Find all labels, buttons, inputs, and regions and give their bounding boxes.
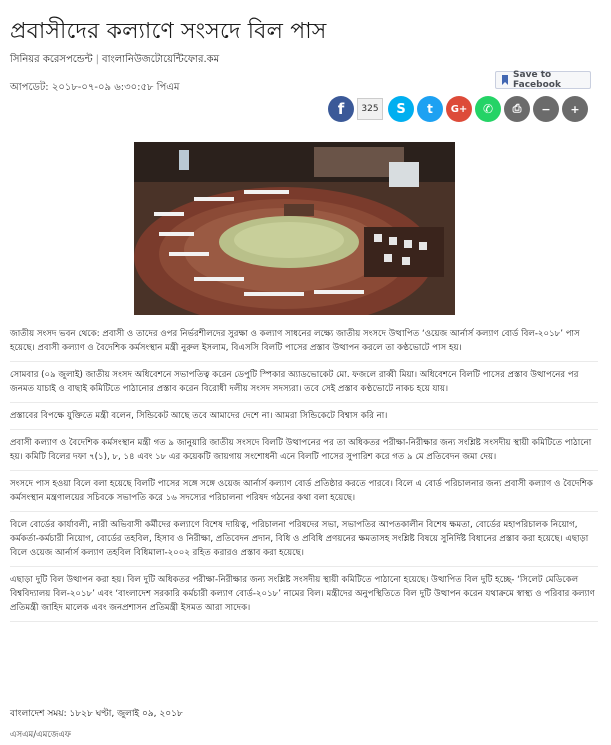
share-toolbar [328,96,588,122]
print-icon[interactable]: ⎙ [504,96,530,122]
article-paragraph: সংসদে পাস হওয়া বিলে বলা হয়েছে বিলটি পাসের সঙ্গে সঙ্গে ওয়েজ আর্নার্স কল্যাণ বোর্ড প্রতিষ্ঠার করতে পারবে। বিলে এ বোর্ড পরিচালনার জন্য প্রবাসী কল্যাণ ও বৈদেশিক কর্মসংস্থান মন্ত্রণালয়ের সচিবকে সভাপতি করে ১৬ সদস্যের পরিচালনা পরিষদ গঠনের কথা বলা হয়েছে। [10,477,598,512]
save-to-facebook-button[interactable] [495,71,591,89]
article-paragraph: সোমবার (০৯ জুলাই) জাতীয় সংসদ অধিবেশনে সভাপতিত্ব করেন ডেপুটি স্পিকার অ্যাডভোকেট মো. ফজলে রাব্বী মিয়া। অধিবেশনে বিলটি পাসের প্রস্তাব উত্থাপনের পর জনমত যাচাই ও বাছাই কমিটিতে পাঠানোর প্রস্তাব করেন বিরোধী দলীয় সংসদ সদস্যরা। তবে সেই প্রস্তাব কণ্ঠভোটে নাকচ হয়ে যায়। [10,368,598,403]
author: সিনিয়র করেসপন্ডেন্ট [10,54,93,65]
editor-initials: এসএম/এমজেএফ [10,730,72,740]
article-body [10,327,598,628]
article-paragraph: জাতীয় সংসদ ভবন থেকে: প্রবাসী ও তাদের ওপর নির্ভরশীলদের সুরক্ষা ও কল্যাণ সাধনের লক্ষ্যে জাতীয় সংসদে উত্থাপিত ‘ওয়েজ আর্নার্স কল্যাণ বোর্ড বিল-২০১৮’ পাস হয়েছে। প্রবাসী কল্যাণ ও বৈদেশিক কর্মসংস্থান মন্ত্রী নুরুল ইসলাম, বিএসসি বিলটি পাসের প্রস্তাব উত্থাপন করলে তা কণ্ঠভোটে পাস হয়। [10,327,598,362]
facebook-share-icon[interactable]: f [328,96,354,122]
dateline: বাংলাদেশ সময়: ১৮২৮ ঘণ্টা, জুলাই ০৯, ২০১৮ [10,709,183,719]
parliament-chamber-illustration [134,142,455,315]
share-count: 325 [357,98,383,120]
article-paragraph: বিলে বোর্ডের কার্যাবলী, নারী অভিবাসী কর্মীদের কল্যাণে বিশেষ দায়িত্ব, পরিচালনা পরিষদের সভা, সভাপতির আপতকালীন বিশেষ ক্ষমতা, বোর্ডের মহাপরিচালক নিয়োগ, কর্মকর্তা-কর্মচারী নিয়োগ, বোর্ডের তহবিল, হিসাব ও নিরীক্ষা, প্রতিবেদন প্রদান, বিধি ও প্রবিধি প্রণয়নের ক্ষমতাসহ সংশ্লিষ্ট বিষয়ে সুনির্দিষ্ট বিধানের প্রস্তাব করা হয়েছে। এছাড়া বিলে ওয়েজ আর্নার্স কল্যাণ তহবিল বিধিমালা-২০০২ রহিত করারও প্রস্তাব করা হয়েছে। [10,518,598,567]
whatsapp-share-icon[interactable]: ✆ [475,96,501,122]
article-headline: প্রবাসীদের কল্যাণে সংসদে বিল পাস [10,19,327,44]
article-paragraph: এছাড়া দুটি বিল উত্থাপন করা হয়। বিল দুটি অধিকতর পরীক্ষা-নিরীক্ষার জন্য সংশ্লিষ্ট সংসদীয় স্থায়ী কমিটিতে পাঠানো হয়েছে। উত্থাপিত বিল দুটি হচ্ছে- ‘সিলেট মেডিকেল বিশ্ববিদ্যালয় বিল-২০১৮’ এবং ‘বাংলাদেশ সরকারি কর্মচারী কল্যাণ বোর্ড-২০১৮’ নামের বিল। মন্ত্রীদের অনুপস্থিতিতে বিল দুটি উত্থাপন করেন যথাক্রমে স্বাস্থ্য ও পরিবার কল্যাণ প্রতিমন্ত্রী জাহিদ মালেক এবং জনপ্রশাসন প্রতিমন্ত্রী ইসমত আরা সাদেক। [10,573,598,622]
twitter-share-icon[interactable]: t [417,96,443,122]
source-link[interactable]: বাংলানিউজটোয়েন্টিফোর.কম [102,54,220,65]
bookmark-icon [502,75,508,85]
updated-timestamp: আপডেট: ২০১৮-০৭-০৯ ৬:৩০:৫৮ পিএম [10,82,180,93]
article-paragraph: প্রবাসী কল্যাণ ও বৈদেশিক কর্মসংস্থান মন্ত্রী গত ৯ জানুয়ারি জাতীয় সংসদে বিলটি উত্থাপনের পর তা অধিকতর পরীক্ষা-নিরীক্ষার জন্য সংশ্লিষ্ট সংসদীয় স্থায়ী কমিটিতে পাঠানো হয়। কমিটি বিলের দফা ৭(১), ৮, ১৪ এবং ১৮ এর কয়েকটি জায়গায় সংশোধনী এনে বিলটি পাসের সুপারিশ করে গত ৯ মে প্রতিবেদন জমা দেয়। [10,436,598,471]
zoom-in-icon[interactable]: + [562,96,588,122]
byline-separator: | [95,54,100,65]
skype-share-icon[interactable]: S [388,96,414,122]
zoom-out-icon[interactable]: − [533,96,559,122]
google-plus-share-icon[interactable]: G+ [446,96,472,122]
save-to-facebook-label: Save to Facebook [513,70,561,90]
article-paragraph: প্রস্তাবের বিপক্ষে যুক্তিতে মন্ত্রী বলেন, সিন্ডিকেট আছে তবে আমাদের দেশে না। আমরা সিন্ডিকেটে বিশ্বাস করি না। [10,409,598,430]
byline [10,52,219,69]
parliament-photo [134,142,455,315]
